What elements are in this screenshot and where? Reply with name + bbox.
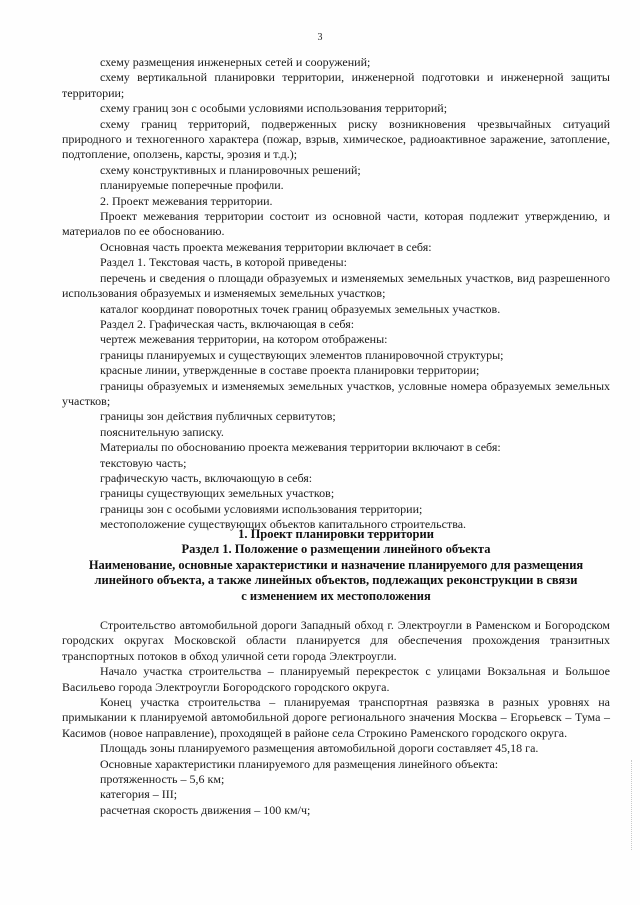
list-item: чертеж межевания территории, на котором отображены: [100,332,388,347]
list-item: графическую часть, включающую в себя: [100,470,313,485]
paragraph: расчетная скорость движения – 100 км/ч; [100,802,311,817]
list-item: схему границ территорий, подверженных риску возникновения чрезвычайных ситуаций природного и техногенного характера (пожар, взрыв, химическое, радиоактивное заражение, затопление, подтопление, оползень, карсты, эрозия и т.д.); [62,116,610,162]
list-item: границы зон с особыми условиями использования территории; [100,501,423,516]
paragraph: категория – III; [100,787,178,802]
heading-line: Раздел 1. Положение о размещении линейного объекта [181,542,491,557]
paragraph: Начало участка строительства – планируемый перекресток с улицами Вокзальная и Большое Васильево города Электроугли Богородского городского округа. [62,664,610,694]
list-item: схему конструктивных и планировочных решений; [100,162,361,177]
list-item: планируемые поперечные профили. [100,178,284,193]
list-item: Раздел 1. Текстовая часть, в которой приведены: [100,255,347,270]
list-item: схему границ зон с особыми условиями использования территорий; [100,101,448,116]
linear-object-description [62,618,610,818]
requirements-list [62,55,610,533]
section-heading [62,527,610,604]
list-item: границы существующих земельных участков; [100,486,335,501]
heading-line: с изменением их местоположения [241,588,431,603]
list-item: перечень и сведения о площади образуемых и изменяемых земельных участков, вид разрешенного использования образуемых и изменяемых земельных участков; [62,270,610,301]
list-item: Раздел 2. Графическая часть, включающая в себя: [100,316,355,331]
list-item: Материалы по обоснованию проекта межевания территории включают в себя: [100,440,501,455]
heading-line: линейного объекта, а также линейных объектов, подлежащих реконструкции в связи [94,573,578,588]
list-item: каталог координат поворотных точек границ образуемых земельных участков. [100,301,501,316]
list-item: текстовую часть; [100,455,187,470]
list-item: местоположение существующих объектов капитального строительства. [100,517,467,532]
list-item: границы планируемых и существующих элементов планировочной структуры; [100,347,504,362]
paragraph: протяженность – 5,6 км; [100,772,225,787]
paragraph: Строительство автомобильной дороги Западный обход г. Электроугли в Раменском и Богородском городских округах Московской области планируется для обеспечения прохождения транзитных транспортных потоков в обход уличной сети города Электроугли. [62,618,610,663]
list-item: схему размещения инженерных сетей и сооружений; [100,55,371,69]
paragraph: Основные характеристики планируемого для размещения линейного объекта: [100,756,499,771]
list-item: пояснительную записку. [100,424,224,439]
list-item: Основная часть проекта межевания территории включает в себя: [100,239,432,254]
list-item: схему вертикальной планировки территории, инженерной подготовки и инженерной защиты территории; [62,70,610,100]
list-item: границы образуемых и изменяемых земельных участков, условные номера образуемых земельных участков; [62,378,610,408]
page-number: 3 [317,32,323,43]
heading-line: Наименование, основные характеристики и назначение планируемого для размещения [88,557,584,572]
list-item: красные линии, утвержденные в составе проекта планировки территории; [100,363,480,378]
list-item: границы зон действия публичных сервитутов; [100,409,336,424]
paragraph: Площадь зоны планируемого размещения автомобильной дороги составляет 45,18 га. [100,741,539,756]
scan-edge-mark [631,760,634,850]
list-item: 2. Проект межевания территории. [100,193,273,208]
heading-line: 1. Проект планировки территории [238,527,434,541]
list-item: Проект межевания территории состоит из основной части, которая подлежит утверждению, и материалов по ее обоснованию. [62,209,610,239]
paragraph: Конец участка строительства – планируемая транспортная развязка в разных уровнях на примыкании к планируемой автомобильной дороге регионального значения Москва – Егорьевск – Тума – Касимов (новое направление), проходящей в районе села Строкино Раменского городского округа. [62,695,610,740]
